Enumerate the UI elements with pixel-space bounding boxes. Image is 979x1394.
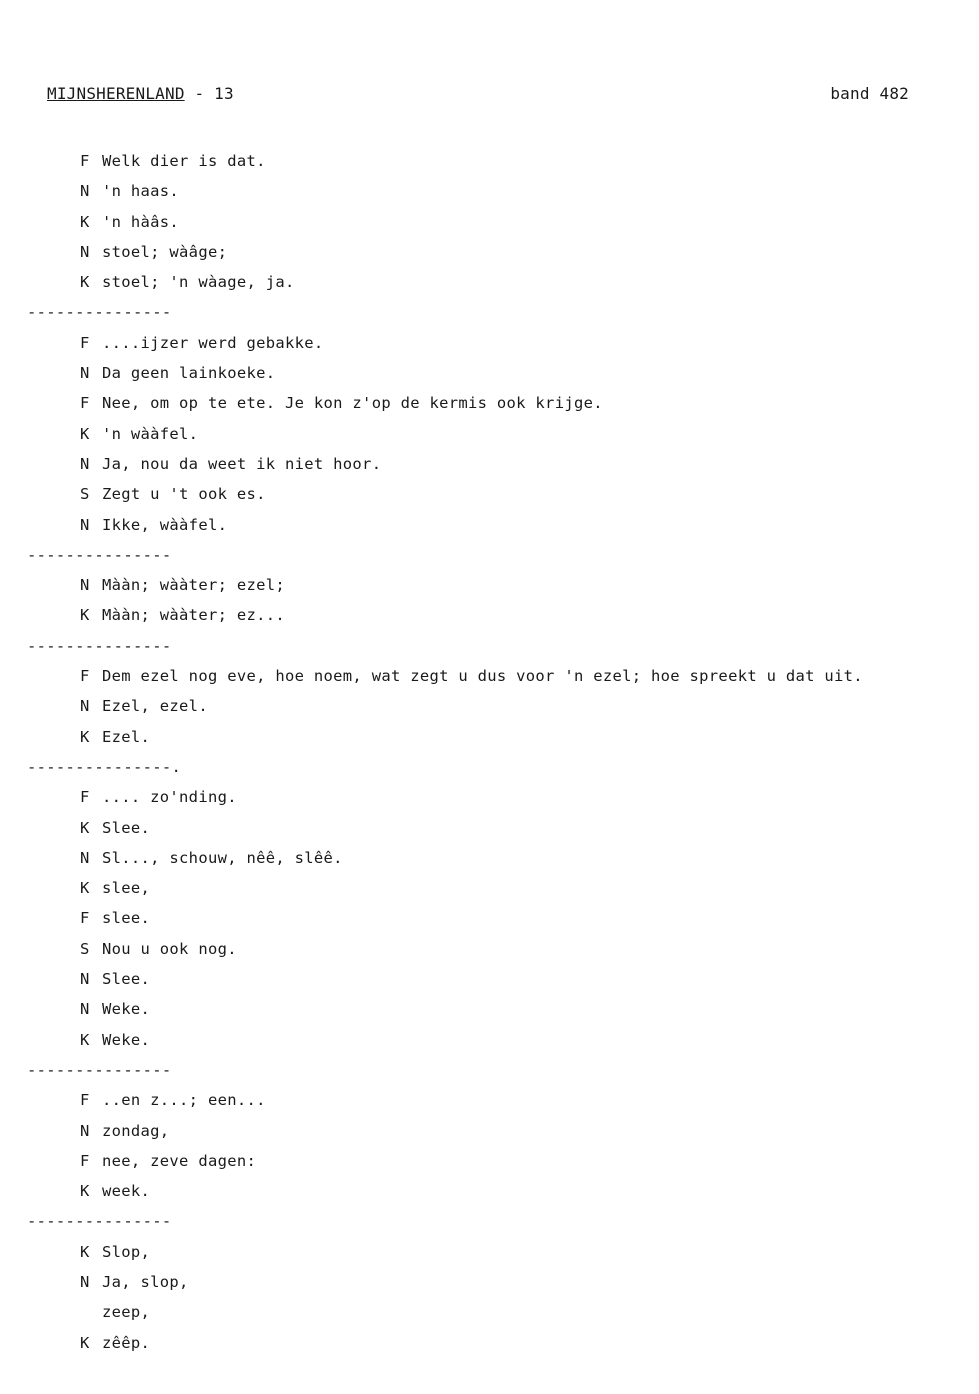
speaker-label: N — [80, 515, 90, 534]
tape-label: band 482 — [830, 84, 909, 103]
transcript-line — [0, 419, 979, 449]
transcript-line — [0, 510, 979, 540]
transcript-line — [0, 1146, 979, 1176]
utterance-text: Weke. — [102, 1030, 151, 1049]
speaker-label: K — [80, 1182, 90, 1201]
utterance-text: ....ijzer werd gebakke. — [102, 333, 324, 352]
utterance-text: stoel; wàâge; — [102, 242, 228, 261]
utterance-text: Ezel. — [102, 727, 151, 746]
utterance-text: stoel; 'n wàage, ja. — [102, 273, 295, 292]
speaker-label: F — [80, 667, 90, 686]
utterance-text: week. — [102, 1182, 151, 1201]
transcript-line — [0, 570, 979, 600]
transcript-line — [0, 388, 979, 418]
utterance-text: Ikke, wààfel. — [102, 515, 228, 534]
transcript-continuation: zeep, — [102, 1303, 151, 1322]
transcript-line — [0, 782, 979, 812]
speaker-label: K — [80, 424, 90, 443]
utterance-text: 'n hàâs. — [102, 212, 180, 231]
utterance-text: Dem ezel nog eve, hoe noem, wat zegt u dus voor 'n ezel; hoe spreekt u dat uit. — [102, 667, 863, 686]
transcript-line — [0, 994, 979, 1024]
transcript-line — [0, 722, 979, 752]
speaker-label: F — [80, 394, 90, 413]
page-header-title — [47, 84, 234, 103]
transcript-line — [0, 1085, 979, 1115]
section-separator: ---------------. — [27, 757, 182, 776]
utterance-text: slee, — [102, 879, 151, 898]
utterance-text: Ja, nou da weet ik niet hoor. — [102, 454, 382, 473]
transcript-line — [0, 479, 979, 509]
speaker-label: N — [80, 454, 90, 473]
utterance-text: Weke. — [102, 1000, 151, 1019]
document-title: MIJNSHERENLAND — [47, 84, 185, 103]
speaker-label: N — [80, 576, 90, 595]
utterance-text: Welk dier is dat. — [102, 152, 266, 170]
transcript-line — [0, 358, 979, 388]
transcript-line — [0, 691, 979, 721]
utterance-text: Slee. — [102, 818, 151, 837]
speaker-label: S — [80, 939, 90, 958]
speaker-label: K — [80, 273, 90, 292]
transcript-line — [0, 843, 979, 873]
utterance-text: Nou u ook nog. — [102, 939, 237, 958]
section-separator: --------------- — [27, 303, 172, 322]
speaker-label: N — [80, 364, 90, 383]
transcript-line — [0, 1237, 979, 1267]
utterance-text: Slop, — [102, 1242, 151, 1261]
transcript-line — [0, 328, 979, 358]
transcript-line — [0, 146, 979, 176]
transcript-line — [0, 934, 979, 964]
section-separator: --------------- — [27, 545, 172, 564]
transcript-line — [0, 1267, 979, 1297]
speaker-label: K — [80, 727, 90, 746]
speaker-label: K — [80, 1333, 90, 1352]
speaker-label: S — [80, 485, 90, 504]
transcript-line — [0, 661, 979, 691]
utterance-text: zêêp. — [102, 1333, 151, 1352]
transcript-line — [0, 964, 979, 994]
utterance-text: nee, zeve dagen: — [102, 1151, 257, 1170]
speaker-label: F — [80, 788, 90, 807]
speaker-label: K — [80, 1242, 90, 1261]
speaker-label: F — [80, 1091, 90, 1110]
speaker-label: N — [80, 1272, 90, 1291]
transcript-line — [0, 903, 979, 933]
page-number: - 13 — [184, 84, 234, 103]
utterance-text: Mààn; wààter; ezel; — [102, 576, 286, 595]
utterance-text: Mààn; wààter; ez... — [102, 606, 286, 625]
transcript-line — [0, 207, 979, 237]
utterance-text: Nee, om op te ete. Je kon z'op de kermis ook krijge. — [102, 394, 603, 413]
utterance-text: ..en z...; een... — [102, 1091, 266, 1110]
transcript-line — [0, 237, 979, 267]
speaker-label: N — [80, 182, 90, 201]
utterance-text: Da geen lainkoeke. — [102, 364, 276, 383]
speaker-label: F — [80, 1151, 90, 1170]
transcript-line — [0, 1025, 979, 1055]
transcript-line — [0, 1116, 979, 1146]
speaker-label: K — [80, 818, 90, 837]
speaker-label: N — [80, 697, 90, 716]
transcript-line — [0, 873, 979, 903]
speaker-label: F — [80, 333, 90, 352]
speaker-label: K — [80, 879, 90, 898]
transcript — [0, 146, 979, 1358]
speaker-label: K — [80, 606, 90, 625]
utterance-text: Ezel, ezel. — [102, 697, 208, 716]
speaker-label: N — [80, 970, 90, 989]
utterance-text: 'n wààfel. — [102, 424, 199, 443]
speaker-label: K — [80, 212, 90, 231]
utterance-text: slee. — [102, 909, 151, 928]
utterance-text: Zegt u 't ook es. — [102, 485, 266, 504]
section-separator: --------------- — [27, 1060, 172, 1079]
speaker-label: N — [80, 242, 90, 261]
transcript-line — [0, 267, 979, 297]
speaker-label: N — [80, 1121, 90, 1140]
utterance-text: Ja, slop, — [102, 1272, 189, 1291]
speaker-label: F — [80, 152, 90, 170]
transcript-line — [0, 600, 979, 630]
transcript-line — [0, 813, 979, 843]
transcript-line — [0, 1328, 979, 1358]
section-separator: --------------- — [27, 1212, 172, 1231]
transcript-line — [0, 449, 979, 479]
transcript-line — [0, 176, 979, 206]
transcript-line — [0, 1176, 979, 1206]
utterance-text: Sl..., schouw, nêê, slêê. — [102, 848, 343, 867]
speaker-label: F — [80, 909, 90, 928]
speaker-label: K — [80, 1030, 90, 1049]
speaker-label: N — [80, 1000, 90, 1019]
utterance-text: .... zo'nding. — [102, 788, 237, 807]
section-separator: --------------- — [27, 636, 172, 655]
utterance-text: 'n haas. — [102, 182, 180, 201]
utterance-text: Slee. — [102, 970, 151, 989]
utterance-text: zondag, — [102, 1121, 170, 1140]
speaker-label: N — [80, 848, 90, 867]
